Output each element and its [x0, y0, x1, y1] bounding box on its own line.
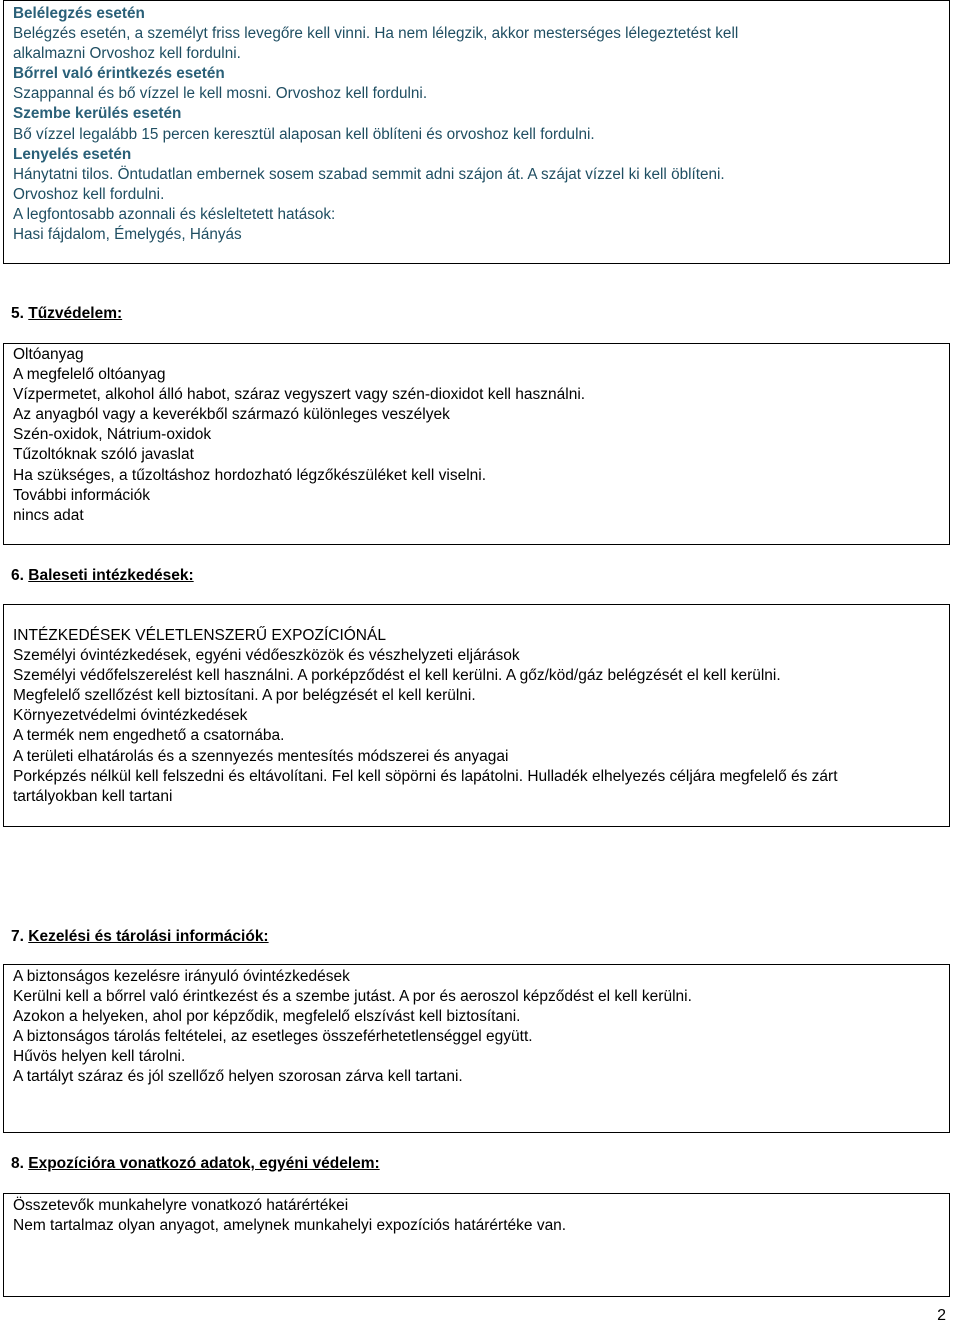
text-line: tartályokban kell tartani	[13, 787, 173, 805]
text-line: Lenyelés esetén	[13, 145, 132, 163]
text-line: Bő vízzel legalább 15 percen keresztül alaposan kell öblíteni és orvoshoz kell fordulni.	[13, 125, 595, 143]
text-line: Hánytatni tilos. Öntudatlan embernek sosem szabad semmit adni szájon át. A szájat vízzel ki kell öblíteni.	[13, 165, 725, 183]
section-5-lines	[13, 345, 941, 526]
text-line: Tűzoltóknak szóló javaslat	[13, 446, 194, 464]
section-8-lines	[13, 1196, 941, 1236]
text-line: Szén-oxidok, Nátrium-oxidok	[13, 426, 212, 444]
section-5-title: Tűzvédelem:	[28, 305, 123, 322]
section-7-title: Kezelési és tárolási információk:	[28, 928, 269, 945]
text-line: Ha szükséges, a tűzoltáshoz hordozható légzőkészüléket kell viselni.	[13, 466, 487, 484]
text-line: Kerülni kell a bőrrel való érintkezést és a szembe jutást. A por és aeroszol képződést el kell kerülni.	[13, 988, 692, 1006]
section-8-heading	[11, 1154, 380, 1174]
text-line: Az anyagból vagy a keverékből származó különleges veszélyek	[13, 406, 450, 424]
text-line: A termék nem engedhető a csatornába.	[13, 727, 285, 745]
section-7-box	[3, 964, 950, 1133]
text-line: Személyi óvintézkedések, egyéni védőeszközök és vészhelyzeti eljárások	[13, 647, 520, 665]
text-line: Orvoshoz kell fordulni.	[13, 185, 165, 203]
text-line: Hűvös helyen kell tárolni.	[13, 1048, 186, 1066]
text-line: Belégzés esetén, a személyt friss levegőre kell vinni. Ha nem lélegzik, akkor mesterséges lélegeztetést kell	[13, 25, 739, 43]
text-line: Összetevők munkahelyre vonatkozó határértékei	[13, 1197, 349, 1214]
section-8-title: Expozícióra vonatkozó adatok, egyéni védelem:	[28, 1155, 380, 1172]
text-line: Bőrrel való érintkezés esetén	[13, 65, 225, 83]
section-7-lines	[13, 967, 941, 1088]
text-line: Nem tartalmaz olyan anyagot, amelynek munkahelyi expozíciós határértéke van.	[13, 1217, 567, 1235]
text-line: Környezetvédelmi óvintézkedések	[13, 707, 248, 725]
section-6-title: Baleseti intézkedések:	[28, 567, 194, 584]
text-line: További információk	[13, 486, 150, 504]
section-5-number: 5.	[11, 305, 24, 322]
first-aid-box	[3, 0, 950, 264]
text-line: INTÉZKEDÉSEK VÉLETLENSZERŰ EXPOZÍCIÓNÁL	[13, 627, 386, 644]
section-7-heading	[11, 927, 269, 947]
text-line: nincs adat	[13, 506, 84, 524]
text-line: Megfelelő szellőzést kell biztosítani. A por belégzését el kell kerülni.	[13, 687, 476, 705]
text-line: Oltóanyag	[13, 346, 84, 363]
text-line: Belélegzés esetén	[13, 5, 145, 22]
text-line: A biztonságos tárolás feltételei, az esetleges összeférhetetlenséggel együtt.	[13, 1028, 533, 1046]
text-line: A tartályt száraz és jól szellőző helyen szorosan zárva kell tartani.	[13, 1068, 463, 1086]
text-line: Személyi védőfelszerelést kell használni. A porképződést el kell kerülni. A gőz/köd/gáz belégzését el kell kerülni.	[13, 667, 781, 685]
text-line: A biztonságos kezelésre irányuló óvintézkedések	[13, 968, 350, 985]
text-line: A legfontosabb azonnali és késleltetett hatások:	[13, 205, 336, 223]
section-6-lines	[13, 626, 941, 807]
text-line: A megfelelő oltóanyag	[13, 366, 166, 384]
section-5-box	[3, 343, 950, 545]
text-line: Hasi fájdalom, Émelygés, Hányás	[13, 226, 242, 244]
section-6-box	[3, 604, 950, 827]
text-line: Porképzés nélkül kell felszedni és eltávolítani. Fel kell söpörni és lapátolni. Hulladék elhelyezés céljára megfelelő és zárt	[13, 767, 838, 785]
section-5-heading	[11, 304, 122, 324]
section-7-number: 7.	[11, 928, 24, 945]
first-aid-lines	[13, 4, 941, 245]
section-6-heading	[11, 566, 194, 586]
text-line: Szembe kerülés esetén	[13, 105, 182, 123]
text-line: alkalmazni Orvoshoz kell fordulni.	[13, 45, 241, 63]
text-line: Azokon a helyeken, ahol por képződik, megfelelő elszívást kell biztosítani.	[13, 1008, 521, 1026]
section-8-box	[3, 1193, 950, 1297]
text-line: Vízpermetet, alkohol álló habot, száraz vegyszert vagy szén-dioxidot kell használni.	[13, 386, 586, 404]
text-line: A területi elhatárolás és a szennyezés mentesítés módszerei és anyagai	[13, 747, 509, 765]
section-6-number: 6.	[11, 567, 24, 584]
section-8-number: 8.	[11, 1155, 24, 1172]
text-line: Szappannal és bő vízzel le kell mosni. Orvoshoz kell fordulni.	[13, 85, 428, 103]
page-number: 2	[937, 1307, 946, 1324]
